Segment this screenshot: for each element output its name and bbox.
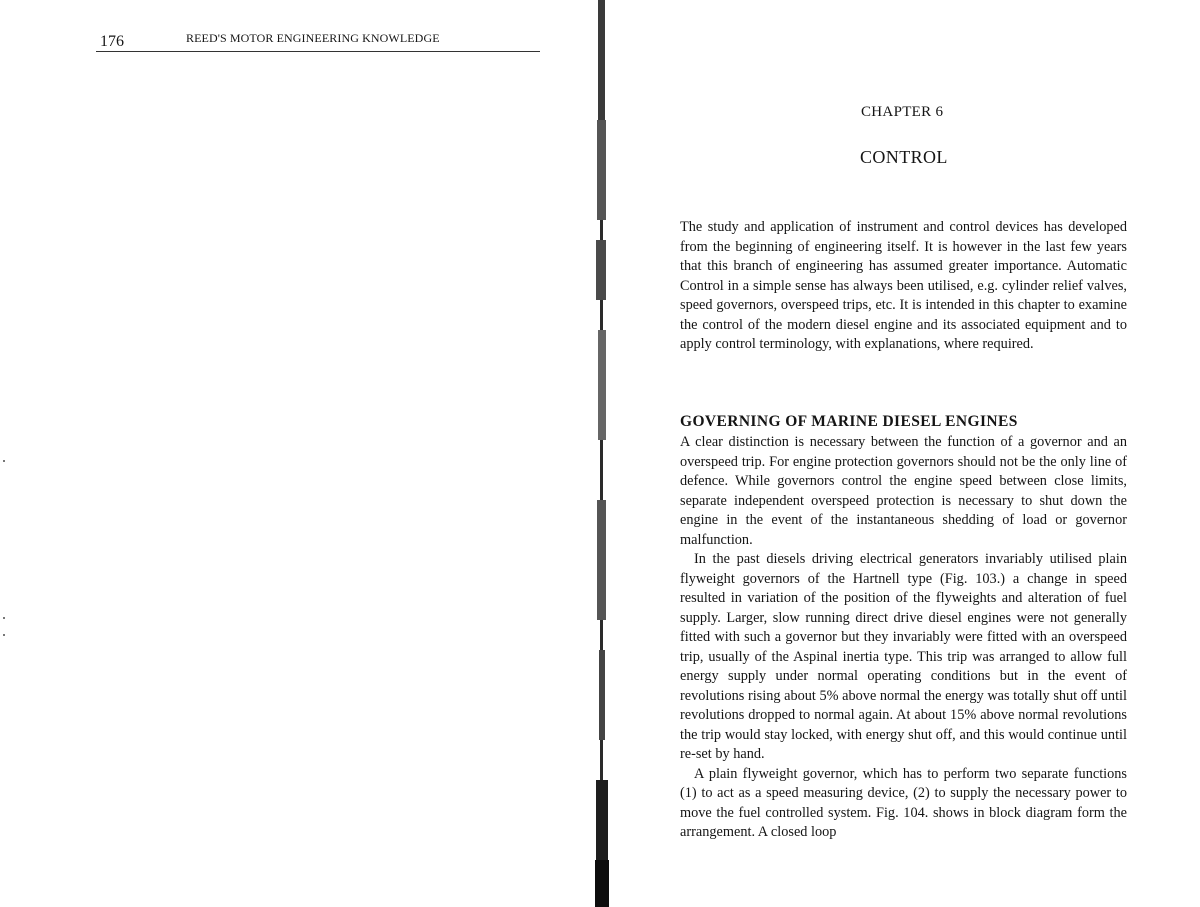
- scan-speck: [3, 460, 5, 462]
- chapter-label: CHAPTER 6: [861, 104, 944, 120]
- header-rule: [96, 51, 540, 52]
- intro-paragraph: [680, 218, 1127, 355]
- chapter-title: CONTROL: [860, 147, 948, 167]
- section-body: [680, 433, 1127, 843]
- scan-speck: [3, 617, 5, 619]
- body-paragraph: A clear distinction is necessary between the function of a governor and an overspeed trip. For engine protection governors should not be the only line of defence. While governors control the engine speed between close limits, separate independent overspeed protection is necessary to shut down the engine in the event of the instantaneous shedding of load or governor malfunction.: [680, 434, 1127, 548]
- intro-text: The study and application of instrument and control devices has developed from the beginning of engineering itself. It is however in the last few years that this branch of engineering has assumed greater importance. Automatic Control in a simple sense has always been utilised, e.g. cylinder relief valves, speed governors, overspeed trips, etc. It is intended in this chapter to examine the control of the modern diesel engine and its associated equipment and to apply control terminology, with explanations, where required.: [680, 219, 1127, 352]
- scan-speck: [3, 634, 5, 636]
- running-head: REED'S MOTOR ENGINEERING KNOWLEDGE: [186, 31, 440, 45]
- page-number: 176: [100, 33, 124, 50]
- book-gutter-shadow: [594, 0, 610, 907]
- section-heading: GOVERNING OF MARINE DIESEL ENGINES: [680, 413, 1018, 430]
- body-paragraph: In the past diesels driving electrical generators invariably utilised plain flyweight governors of the Hartnell type (Fig. 103.) a change in speed resulted in variation of the position of the flyweights and alteration of fuel supply. Larger, slow running direct drive diesel engines were not generally fitted with such a governor but they invariably were fitted with an overspeed trip, usually of the Aspinal inertia type. This trip was arranged to allow full energy supply under normal operating conditions but in the event of revolutions rising about 5% above normal the energy was totally shut off until revolutions dropped to normal again. At about 15% above normal revolutions the trip would stay locked, with energy shut off, and this would continue until re-set by hand.: [680, 551, 1127, 762]
- body-paragraph: A plain flyweight governor, which has to perform two separate functions (1) to act as a speed measuring device, (2) to supply the necessary power to move the fuel controlled system. Fig. 104. shows in block diagram form the arrangement. A closed loop: [680, 765, 1127, 840]
